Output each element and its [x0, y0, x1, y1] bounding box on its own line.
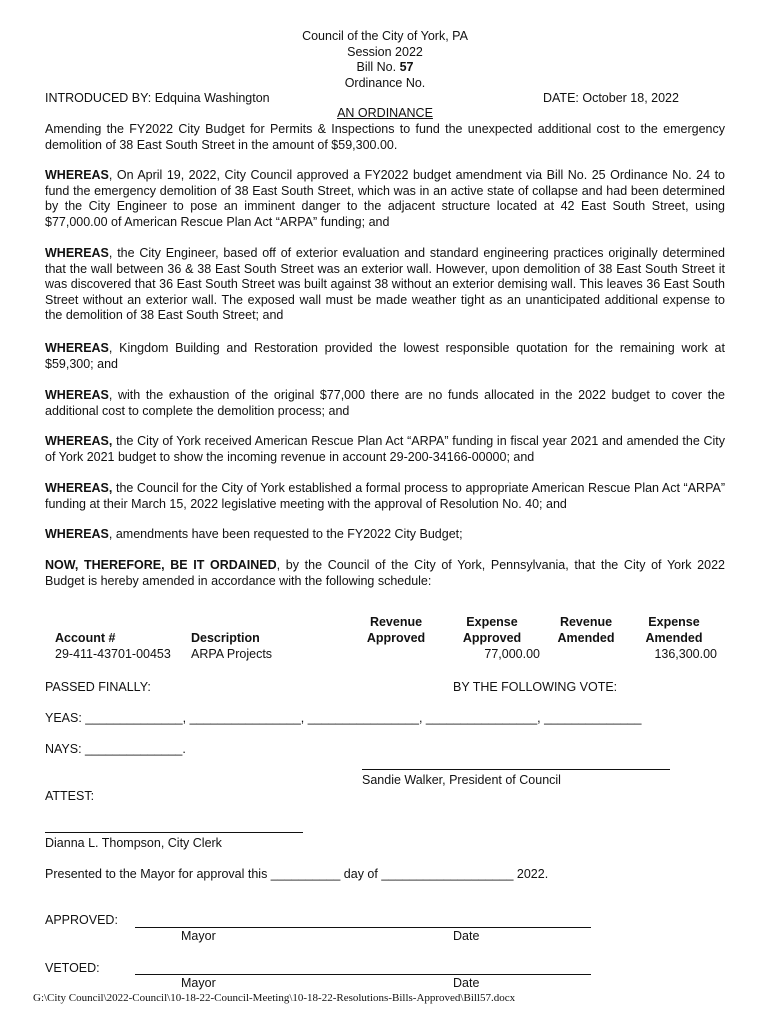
whereas-clause-6 [45, 481, 725, 512]
president-name: Sandie Walker, President of Council [362, 773, 561, 787]
ordinance-title: AN ORDINANCE [337, 106, 433, 120]
vetoed-signature-line [135, 974, 591, 975]
introduced-by: INTRODUCED BY: Edquina Washington [45, 91, 270, 105]
bill-number [0, 60, 770, 76]
vetoed-date-caption: Date [453, 976, 480, 990]
header-account: Account # [55, 631, 116, 645]
approved-date-caption: Date [453, 929, 480, 943]
approved-signature-line [135, 927, 591, 928]
document-header [0, 29, 770, 91]
cell-expense-approved: 77,000.00 [484, 647, 540, 661]
whereas-clause-4 [45, 388, 725, 419]
ordained-clause [45, 558, 725, 589]
file-path-footer: G:\City Council\2022-Council\10-18-22-Council-Meeting\10-18-22-Resolutions-Bills-Approved\Bill57.docx [33, 992, 516, 1004]
presented-to-mayor: Presented to the Mayor for approval this __________ day of ___________________ 2022. [45, 867, 549, 881]
approved-label: APPROVED: [45, 913, 118, 927]
vetoed-mayor-caption: Mayor [181, 976, 216, 990]
whereas-text: , amendments have been requested to the FY2022 City Budget; [108, 527, 463, 541]
whereas-text: the City of York received American Rescue Plan Act “ARPA” funding in fiscal year 2021 and amended the City of York 2021 budget to show the incoming revenue in account 29-200-34166-00000; and [45, 434, 725, 464]
whereas-lead: WHEREAS [45, 388, 109, 402]
by-following-vote: BY THE FOLLOWING VOTE: [453, 680, 618, 694]
whereas-clause-3 [45, 341, 725, 372]
header-description: Description [191, 631, 260, 645]
whereas-text: , with the exhaustion of the original $77,000 there are no funds allocated in the 2022 budget to cover the additional cost to complete the demolition process; and [45, 388, 725, 418]
bill-prefix: Bill No. [356, 60, 400, 74]
whereas-text: , On April 19, 2022, City Council approved a FY2022 budget amendment via Bill No. 25 Ordinance No. 24 to fund the emergency demolition of 38 East South Street, which was in an active state of collapse and had been determined by the City Engineer to pose an imminent danger to the adjacent structure located at 42 East South Street, using $77,000.00 of American Rescue Plan Act “ARPA” funding; and [45, 168, 725, 229]
header-expense-approved: Expense Approved [462, 615, 522, 645]
whereas-clause-5 [45, 434, 725, 465]
clerk-signature-line [45, 832, 303, 833]
header-expense-amended: Expense Amended [645, 615, 703, 645]
yeas-line: YEAS: ______________, ________________, ________________, ________________, ______________ [45, 711, 642, 725]
whereas-clause-7 [45, 527, 725, 543]
attest-label: ATTEST: [45, 789, 95, 803]
whereas-text: , the City Engineer, based off of exterior evaluation and standard engineering practices originally determined that the wall between 36 & 38 East South Street was an exterior wall. However, upon demolition of 38 East South Street it was discovered that 36 East South Street was built against 38 without an exterior demising wall. This leaves 36 East South Street without an exterior wall. The exposed wall must be made weather tight as an unanticipated additional expense to the demolition of 38 East South Street; and [45, 246, 725, 322]
whereas-clause-2 [45, 246, 725, 324]
ordained-lead: NOW, THEREFORE, BE IT ORDAINED [45, 558, 277, 572]
ordinance-summary: Amending the FY2022 City Budget for Permits & Inspections to fund the unexpected additional cost to the emergency demolition of 38 East South Street in the amount of $59,300.00. [45, 122, 725, 152]
vetoed-label: VETOED: [45, 961, 100, 975]
whereas-lead: WHEREAS [45, 341, 109, 355]
clerk-name: Dianna L. Thompson, City Clerk [45, 836, 222, 850]
whereas-lead: WHEREAS, [45, 481, 113, 495]
passed-finally: PASSED FINALLY: [45, 680, 151, 694]
council-name: Council of the City of York, PA [302, 29, 468, 43]
whereas-text: the Council for the City of York established a formal process to appropriate American Rescue Plan Act “ARPA” funding at their March 15, 2022 legislative meeting with the approval of Resolution No. 40; and [45, 481, 725, 511]
whereas-lead: WHEREAS [45, 527, 109, 541]
ordained-text: , by the Council of the City of York, Pennsylvania, that the City of York 2022 Budget is hereby amended in accordance with the following schedule: [45, 558, 725, 588]
approved-mayor-caption: Mayor [181, 929, 216, 943]
whereas-lead: WHEREAS, [45, 434, 113, 448]
header-revenue-amended: Revenue Amended [557, 615, 615, 645]
ordinance-number: Ordinance No. [344, 75, 426, 90]
nays-line: NAYS: ______________. [45, 742, 186, 756]
president-signature-line [362, 769, 670, 770]
cell-expense-amended: 136,300.00 [654, 647, 717, 661]
whereas-clause-1 [45, 168, 725, 230]
cell-account: 29-411-43701-00453 [55, 647, 171, 661]
whereas-lead: WHEREAS [45, 246, 109, 260]
whereas-text: , Kingdom Building and Restoration provided the lowest responsible quotation for the remaining work at $59,300; and [45, 341, 725, 371]
whereas-lead: WHEREAS [45, 168, 109, 182]
session: Session 2022 [347, 44, 423, 59]
ordinance-date: DATE: October 18, 2022 [543, 91, 679, 105]
header-revenue-approved: Revenue Approved [366, 615, 426, 645]
bill-number-value: 57 [399, 60, 414, 74]
cell-description: ARPA Projects [191, 647, 273, 661]
